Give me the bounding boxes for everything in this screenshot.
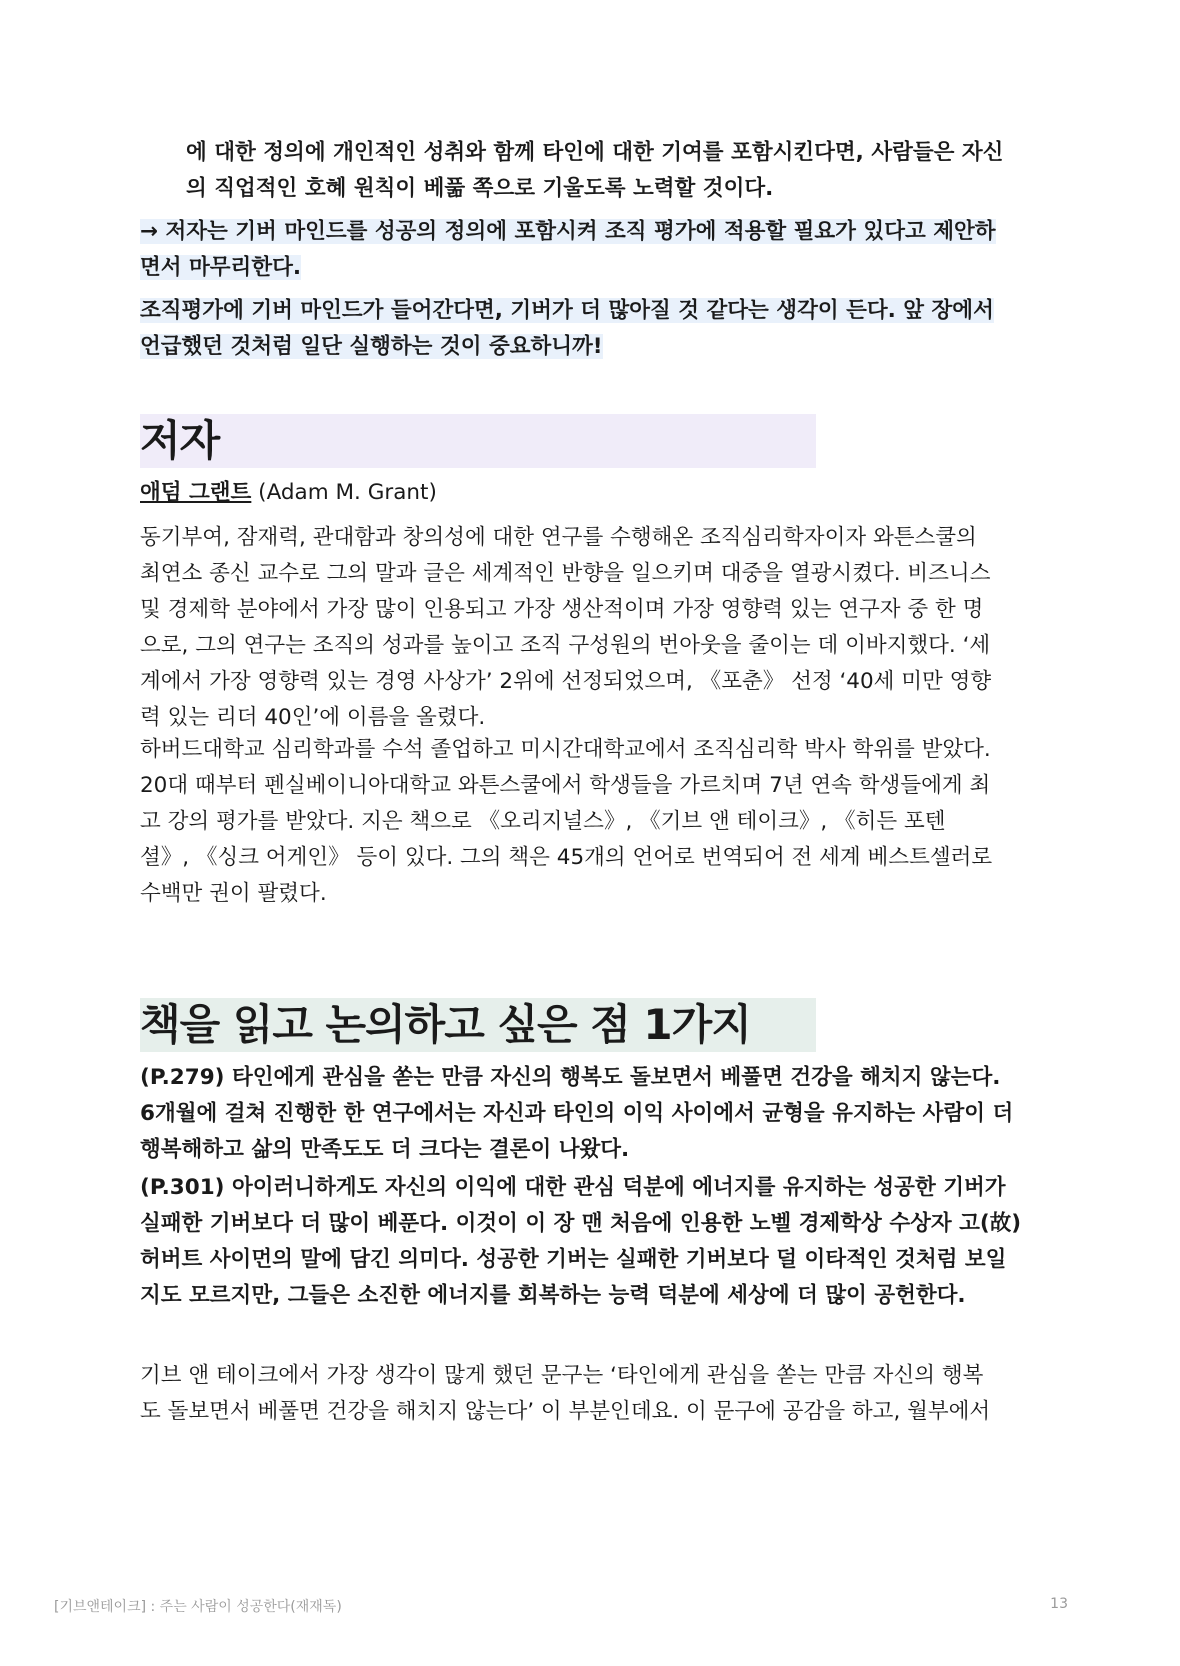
opinion-line: 조직평가에 기버 마인드가 들어간다면, 기버가 더 많아질 것 같다는 생각이 든다. 앞 장에서 [140, 298, 994, 323]
discussion-heading: 책을 읽고 논의하고 싶은 점 1가지 [140, 998, 816, 1052]
bio-line: 셜》, 《싱크 어게인》 등이 있다. 그의 책은 45개의 언어로 번역되어 전 세계 베스트셀러로 [140, 845, 993, 870]
reflection [140, 1358, 1050, 1430]
quote2-line: 실패한 기버보다 더 많이 베푼다. 이것이 이 장 맨 처음에 인용한 노벨 경제학상 수상자 고(故) [140, 1211, 1022, 1236]
discussion-quote-1 [140, 1060, 1050, 1168]
bio-line: 및 경제학 분야에서 가장 많이 인용되고 가장 생산적이며 가장 영향력 있는 연구자 중 한 명 [140, 597, 984, 622]
bio-line: 으로, 그의 연구는 조직의 성과를 높이고 조직 구성원의 번아웃을 줄이는 데 이바지했다. ‘세 [140, 633, 991, 658]
quote2-line: 허버트 사이먼의 말에 담긴 의미다. 성공한 기버는 실패한 기버보다 덜 이타적인 것처럼 보일 [140, 1247, 1007, 1272]
quote1-line: (P.279) 타인에게 관심을 쏟는 만큼 자신의 행복도 돌보면서 베풀면 건강을 해치지 않는다. [140, 1065, 1001, 1090]
bio-line: 계에서 가장 영향력 있는 경영 사상가’ 2위에 선정되었으며, 《포춘》 선정 ‘40세 미만 영향 [140, 669, 992, 694]
author-bio-2 [140, 732, 1050, 912]
quote2-line: 지도 모르지만, 그들은 소진한 에너지를 회복하는 능력 덕분에 세상에 더 많이 공헌한다. [140, 1283, 966, 1308]
bio-line: 수백만 권이 팔렸다. [140, 881, 327, 906]
summary-line: 면서 마무리한다. [140, 255, 302, 280]
bio-line: 최연소 종신 교수로 그의 말과 글은 세계적인 반향을 일으키며 대중을 열광시켰다. 비즈니스 [140, 561, 991, 586]
summary-line: → 저자는 기버 마인드를 성공의 정의에 포함시켜 조직 평가에 적용할 필요가 있다고 제안하 [140, 219, 996, 244]
bio-line: 20대 때부터 펜실베이니아대학교 와튼스쿨에서 학생들을 가르치며 7년 연속 학생들에게 최 [140, 773, 991, 798]
bio-line: 고 강의 평가를 받았다. 지은 책으로 《오리지널스》, 《기브 앤 테이크》, 《히든 포텐 [140, 809, 946, 834]
quote1-line: 행복해하고 삶의 만족도도 더 크다는 결론이 나왔다. [140, 1137, 630, 1162]
quote2-line: (P.301) 아이러니하게도 자신의 이익에 대한 관심 덕분에 에너지를 유지하는 성공한 기버가 [140, 1175, 1006, 1200]
bio-line: 하버드대학교 심리학과를 수석 졸업하고 미시간대학교에서 조직심리학 박사 학위를 받았다. [140, 737, 991, 762]
bio-line: 력 있는 리더 40인’에 이름을 올렸다. [140, 705, 486, 730]
author-name-line [140, 475, 437, 511]
summary-note [140, 214, 996, 286]
discussion-quote-2 [140, 1170, 1050, 1314]
quote-line: 에 대한 정의에 개인적인 성취와 함께 타인에 대한 기여를 포함시킨다면, 사람들은 자신 [186, 140, 1004, 165]
quote1-line: 6개월에 걸쳐 진행한 한 연구에서는 자신과 타인의 이익 사이에서 균형을 유지하는 사람이 더 [140, 1101, 1014, 1126]
opinion-note [140, 293, 994, 365]
author-name-en: (Adam M. Grant) [251, 480, 437, 505]
author-bio-1 [140, 520, 1050, 736]
quote-continuation [144, 135, 1044, 207]
page-number: 13 [1050, 1596, 1068, 1612]
quote-line: 의 직업적인 호혜 원칙이 베풂 쪽으로 기울도록 노력할 것이다. [186, 176, 774, 201]
reflection-line: 기브 앤 테이크에서 가장 생각이 많게 했던 문구는 ‘타인에게 관심을 쏟는 만큼 자신의 행복 [140, 1363, 984, 1388]
reflection-line: 도 돌보면서 베풀면 건강을 해치지 않는다’ 이 부분인데요. 이 문구에 공감을 하고, 월부에서 [140, 1399, 991, 1424]
bio-line: 동기부여, 잠재력, 관대함과 창의성에 대한 연구를 수행해온 조직심리학자이자 와튼스쿨의 [140, 525, 977, 550]
footer-title: [기브앤테이크] : 주는 사람이 성공한다(재재독) [54, 1599, 342, 1615]
author-heading: 저자 [140, 414, 816, 468]
opinion-line: 언급했던 것처럼 일단 실행하는 것이 중요하니까! [140, 334, 603, 359]
author-name: 애덤 그랜트 [140, 480, 252, 505]
